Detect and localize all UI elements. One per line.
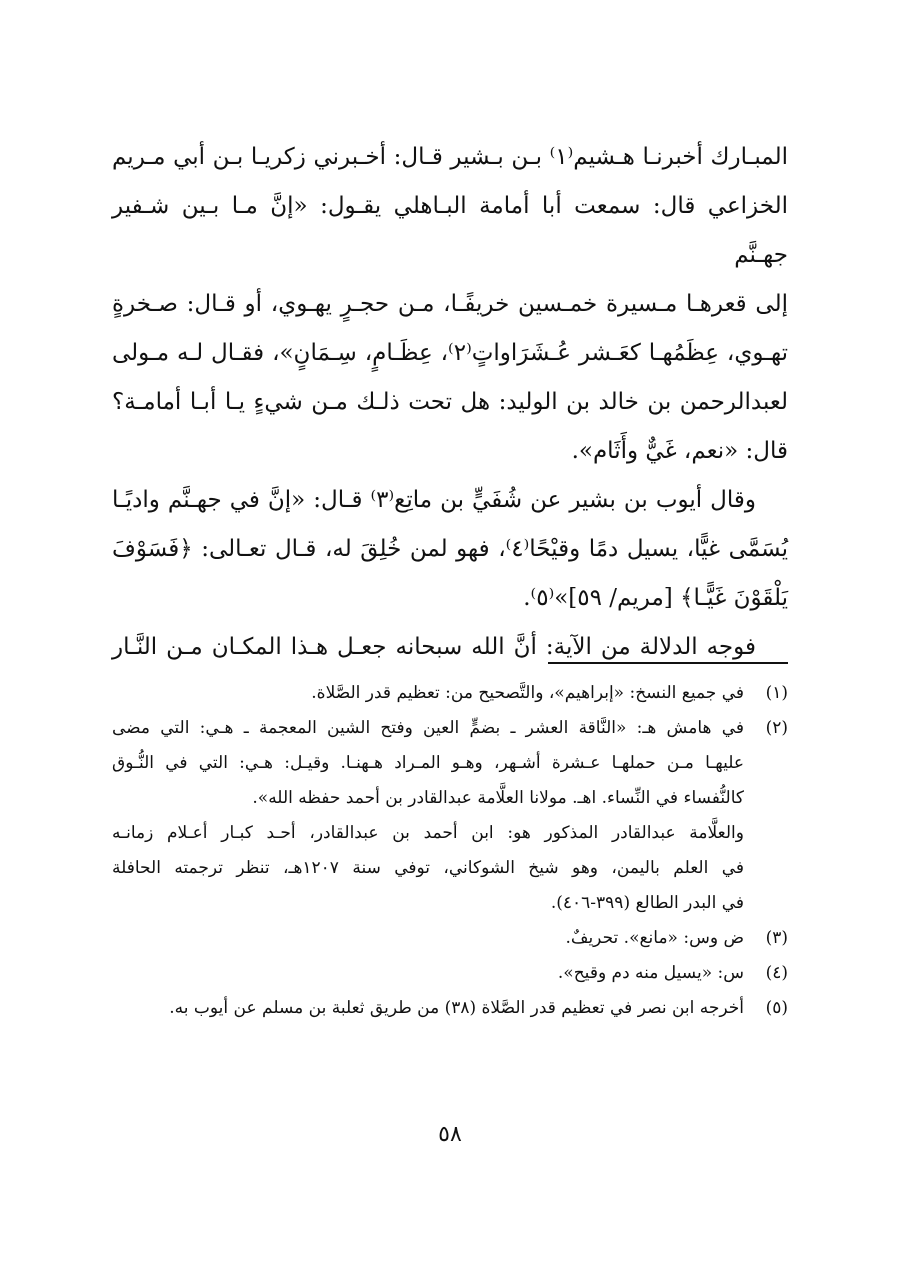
- text-line: وقال أيوب بن بشير عن شُفَيٍّ بن ماتِع⁽٣⁾ قـال: «إنَّ في جهـنَّم واديًـا: [112, 487, 756, 513]
- footnote-line: والعلَّامة عبدالقادر المذكور هو: ابن أحمد بن عبدالقادر، أحـد كبـار أعـلام زمانـه: [112, 823, 744, 843]
- footnote-text: [112, 921, 744, 956]
- footnote-number: (٥): [765, 998, 788, 1018]
- text-line: تهـوي، عِظَمُهـا كعَـشر عُـشَرَاواتٍ⁽٢⁾، عِظَـامٍ، سِـمَانٍ»، فقـال لـه مـولى: [112, 340, 788, 366]
- text-line: يَلْقَوْنَ غَيًّـا﴾ [مريم/ ٥٩]»⁽٥⁾.: [523, 585, 788, 611]
- text-line: يُسَمَّى غيًّا، يسيل دمًا وقيْحًا⁽٤⁾، فهو لمن خُلِقَ له، قـال تعـالى: ﴿فَسَوْفَ: [112, 536, 788, 562]
- footnote-2: [112, 711, 788, 921]
- footnote-line: أخرجه ابن نصر في تعظيم قدر الصَّلاة (٣٨) من طريق ثعلبة بن مسلم عن أيوب به.: [169, 998, 744, 1018]
- text-line: الخزاعي قال: سمعت أبا أمامة البـاهلي يقـول: «إنَّ مـا بـين شـفير جهـنَّم: [112, 193, 788, 268]
- footnote-number: (٢): [765, 718, 788, 738]
- footnote-line: في العلم باليمن، وهو شيخ الشوكاني، توفي سنة ١٢٠٧هـ، تنظر ترجمته الحافلة: [112, 858, 744, 878]
- footnote-number: (١): [765, 683, 788, 703]
- footnote-3: [112, 921, 788, 956]
- footnote-text: [112, 956, 744, 991]
- footnote-number: (٤): [765, 963, 788, 983]
- text-line: فوجه الدلالة من الآية: أنَّ الله سبحانه جعـل هـذا المكـان مـن النَّـار: [112, 634, 756, 660]
- footnote-text: [112, 991, 744, 1026]
- text-line: قال: «نعم، غَيٌّ وأَثَام».: [571, 438, 788, 464]
- text-line: إلى قعرهـا مـسيرة خمـسين خريفًـا، مـن حجـرٍ يهـوي، أو قـال: صـخرةٍ: [112, 291, 788, 317]
- page-number: ٥٨: [438, 1122, 462, 1147]
- footnote-text: [112, 711, 744, 921]
- footnotes: [112, 676, 788, 1026]
- footnote-5: [112, 991, 788, 1026]
- footnote-divider: [548, 662, 788, 664]
- footnote-line: س: «يسيل منه دم وقيح».: [557, 963, 744, 983]
- footnote-line: في البدر الطالع (٣٩٩-٤٠٦).: [550, 893, 744, 913]
- footnote-line: عليهـا مـن حملهـا عـشرة أشـهر، وهـو المـراد هـهنـا. وقيـل: هـي: التي في النُّـوق: [112, 753, 744, 773]
- footnote-text: [112, 676, 744, 711]
- footnote-line: في جميع النسخ: «إبراهيم»، والتَّصحيح من: تعظيم قدر الصَّلاة.: [311, 683, 744, 703]
- footnote-1: [112, 676, 788, 711]
- footnote-line: في هامش هـ: «النَّاقة العشر ـ بضمٍّ العين وفتح الشين المعجمة ـ هـي: التي مضى: [112, 718, 744, 738]
- footnote-number: (٣): [765, 928, 788, 948]
- text-line: المبـارك أخبرنـا هـشيم⁽١⁾ بـن بـشير قـال: أخـبرني زكريـا بـن أبي مـريم: [112, 144, 788, 170]
- footnote-line: كالنُّفساء في النِّساء. اهـ. مولانا العلَّامة عبدالقادر بن أحمد حفظه الله».: [252, 788, 744, 808]
- main-text: [112, 133, 788, 672]
- text-line: لعبدالرحمن بن خالد بن الوليد: هل تحت ذلـك مـن شيءٍ يـا أبـا أمامـة؟: [112, 389, 788, 415]
- footnote-4: [112, 956, 788, 991]
- footnote-line: ض وس: «مانع». تحريفٌ.: [565, 928, 744, 948]
